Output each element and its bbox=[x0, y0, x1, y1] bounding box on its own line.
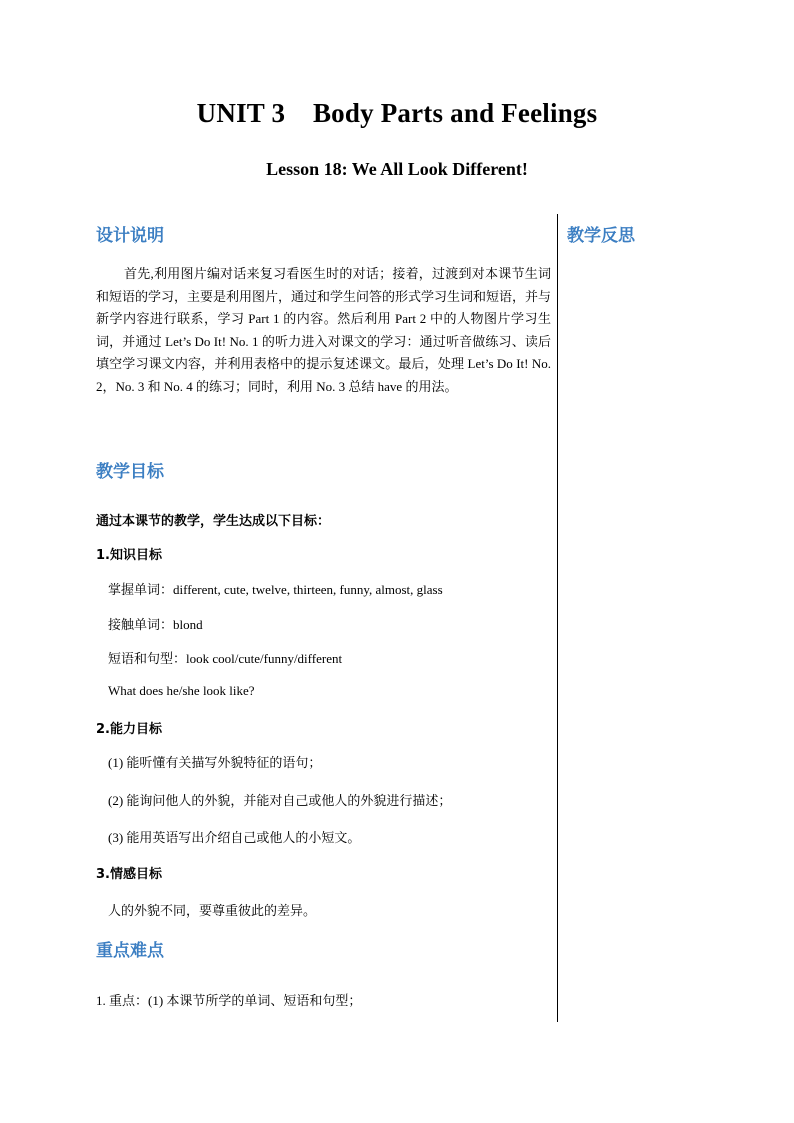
design-heading: 设计说明 bbox=[96, 226, 164, 246]
key-points-item-1: 1. 重点：(1) 本课节所学的单词、短语和句型； bbox=[96, 993, 362, 1008]
ability-item-1: (1) 能听懂有关描写外貌特征的语句； bbox=[108, 755, 322, 770]
page-title: UNIT 3 Body Parts and Feelings bbox=[196, 98, 598, 128]
design-paragraph: 首先,利用图片编对话来复习看医生时的对话；接着，过渡到对本课节生词和短语的学习，主要是利用图片，通过和学生问答的形式学习生词和短语，并与新学内容进行联系，学习 Part 1 的内容。然后利用 Part 2 中的人物图片学习生词，并通过 Let’s Do It! No. 1 的听力进入对课文的学习：通过听音做练习、读后填空学习课文内容，并利用表格中的提示复述课文。最后，处理 Let’s Do It! No. 2，No. 3 和 No. 4 的练习；同时，利用 No. 3 总结 have 的用法。 bbox=[96, 266, 552, 394]
emotion-title: 3.情感目标 bbox=[96, 867, 162, 882]
column-divider bbox=[557, 214, 558, 1022]
knowledge-line-contact-words: 接触单词：blond bbox=[108, 617, 203, 632]
knowledge-title: 1.知识目标 bbox=[96, 548, 162, 563]
knowledge-line-phrases: 短语和句型：look cool/cute/funny/different bbox=[108, 651, 343, 666]
ability-item-3: (3) 能用英语写出介绍自己或他人的小短文。 bbox=[108, 830, 361, 845]
key-points-heading: 重点难点 bbox=[96, 941, 164, 961]
teaching-reflection-heading: 教学反思 bbox=[567, 226, 635, 246]
objectives-intro: 通过本课节的教学，学生达成以下目标： bbox=[96, 514, 331, 529]
ability-item-2: (2) 能询问他人的外貌，并能对自己或他人的外貌进行描述； bbox=[108, 793, 452, 808]
knowledge-line-sentence: What does he/she look like? bbox=[108, 683, 255, 698]
lesson-title: Lesson 18: We All Look Different! bbox=[266, 159, 528, 179]
objectives-heading: 教学目标 bbox=[96, 462, 164, 482]
emotion-item-1: 人的外貌不同，要尊重彼此的差异。 bbox=[108, 903, 317, 918]
knowledge-line-master-words: 掌握单词：different, cute, twelve, thirteen, funny, almost, glass bbox=[108, 582, 443, 597]
right-column bbox=[567, 223, 767, 249]
ability-title: 2.能力目标 bbox=[96, 722, 162, 737]
